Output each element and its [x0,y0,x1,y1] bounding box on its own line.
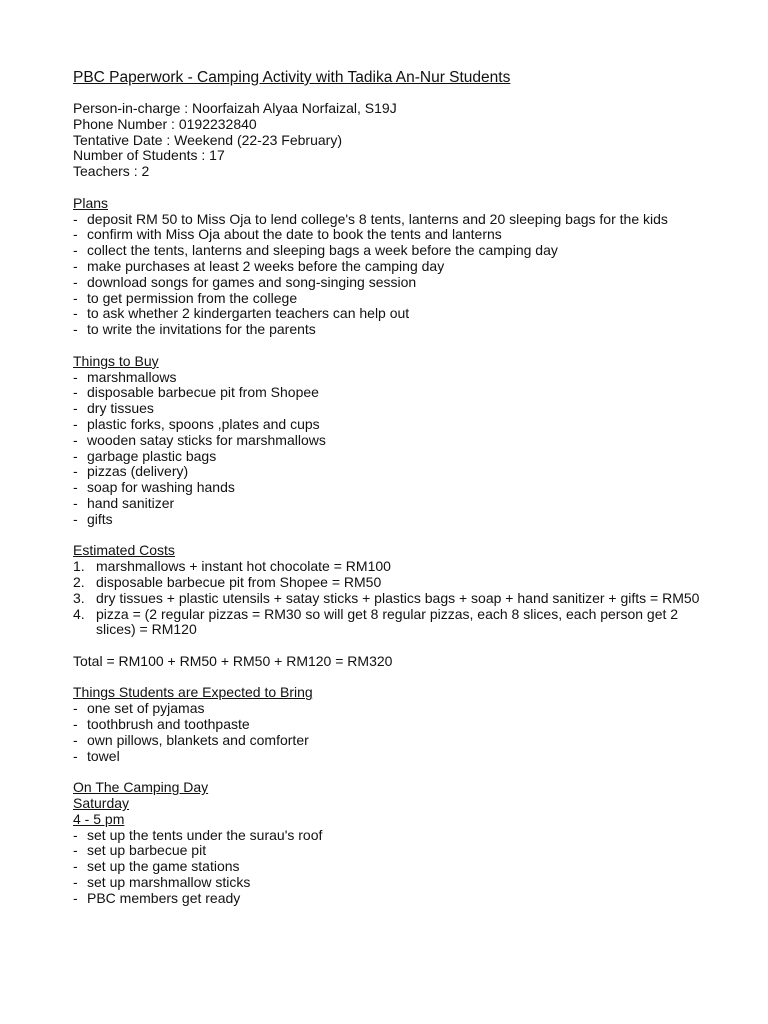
cost-number: 1. [73,558,85,575]
dash-bullet: - [73,431,78,448]
dash-bullet: - [73,858,78,875]
dash-bullet: - [73,447,78,464]
dash-bullet: - [73,242,78,259]
plans-list [73,212,713,338]
list-item [73,275,713,291]
list-item-text: dry tissues [87,400,154,417]
list-item-text: toothbrush and toothpaste [87,716,250,733]
list-item-text: collect the tents, lanterns and sleeping bags a week before the camping day [87,242,558,259]
list-item-text: towel [87,747,120,764]
list-item [73,243,713,259]
info-number-of-students: Number of Students : 17 [73,147,225,164]
list-item-text: wooden satay sticks for marshmallows [87,431,326,448]
list-item [73,370,713,386]
info-tentative-date: Tentative Date : Weekend (22-23 February) [73,131,342,148]
cost-number: 4. [73,605,85,622]
list-item-text: to ask whether 2 kindergarten teachers can help out [87,305,410,322]
cost-item [73,607,713,639]
dash-bullet: - [73,273,78,290]
cost-item [73,591,713,607]
list-item [73,259,713,275]
list-item [73,212,713,228]
camping-heading: On The Camping Day [73,779,209,796]
list-item [73,859,713,875]
list-item [73,843,713,859]
list-item [73,306,713,322]
cost-text: dry tissues + plastic utensils + satay sticks + plastics bags + soap + hand sanitizer + gifts = RM50 [96,589,700,606]
list-item [73,385,713,401]
dash-bullet: - [73,289,78,306]
dash-bullet: - [73,889,78,906]
list-item [73,227,713,243]
plans-section [73,196,713,338]
bring-heading: Things Students are Expected to Bring [73,684,313,701]
costs-list [73,559,713,638]
list-item-text: to write the invitations for the parents [87,321,316,338]
info-phone-number: Phone Number : 0192232840 [73,115,257,132]
list-item [73,464,713,480]
costs-heading: Estimated Costs [73,542,175,559]
camping-time: 4 - 5 pm [73,810,125,827]
cost-text: marshmallows + instant hot chocolate = RM100 [96,558,391,575]
list-item [73,433,713,449]
info-person-in-charge: Person-in-charge : Noorfaizah Alyaa Norfaizal, S19J [73,100,397,116]
dash-bullet: - [73,384,78,401]
list-item [73,512,713,528]
list-item [73,828,713,844]
dash-bullet: - [73,210,78,227]
list-item-text: set up the game stations [87,858,240,875]
list-item-text: set up barbecue pit [87,842,207,859]
dash-bullet: - [73,510,78,527]
dash-bullet: - [73,874,78,891]
list-item-text: set up the tents under the surau's roof [87,826,323,843]
dash-bullet: - [73,731,78,748]
cost-text: disposable barbecue pit from Shopee = RM50 [96,573,382,590]
cost-text: pizza = (2 regular pizzas = RM30 so will get 8 regular pizzas, each 8 slices, each person get 2 slices) = RM120 [96,605,679,638]
dash-bullet: - [73,368,78,385]
dash-bullet: - [73,321,78,338]
list-item [73,875,713,891]
bring-section [73,685,713,764]
list-item [73,401,713,417]
list-item-text: own pillows, blankets and comforter [87,731,309,748]
list-item [73,701,713,717]
list-item-text: plastic forks, spoons ,plates and cups [87,415,320,432]
list-item-text: marshmallows [87,368,177,385]
dash-bullet: - [73,826,78,843]
dash-bullet: - [73,463,78,480]
list-item-text: deposit RM 50 to Miss Oja to lend college's 8 tents, lanterns and 20 sleeping bags for the kids [87,210,668,227]
dash-bullet: - [73,479,78,496]
list-item-text: download songs for games and song-singing session [87,273,417,290]
list-item [73,749,713,765]
list-item [73,733,713,749]
dash-bullet: - [73,257,78,274]
costs-total: Total = RM100 + RM50 + RM50 + RM120 = RM320 [73,652,393,669]
list-item-text: disposable barbecue pit from Shopee [87,384,319,401]
list-item [73,480,713,496]
list-item-text: garbage plastic bags [87,447,217,464]
list-item-text: confirm with Miss Oja about the date to book the tents and lanterns [87,226,502,243]
list-item-text: set up marshmallow sticks [87,874,251,891]
bring-list [73,701,713,764]
costs-section [73,543,713,669]
plans-heading: Plans [73,194,109,211]
list-item-text: hand sanitizer [87,494,175,511]
cost-item [73,559,713,575]
document-title: PBC Paperwork - Camping Activity with Tadika An-Nur Students [73,69,511,86]
dash-bullet: - [73,700,78,717]
dash-bullet: - [73,716,78,733]
cost-number: 3. [73,589,85,606]
camping-day: Saturday [73,795,130,812]
dash-bullet: - [73,415,78,432]
dash-bullet: - [73,226,78,243]
list-item-text: pizzas (delivery) [87,463,189,480]
cost-number: 2. [73,573,85,590]
camping-list [73,828,713,907]
document-content [73,69,713,907]
dash-bullet: - [73,400,78,417]
list-item [73,496,713,512]
list-item [73,322,713,338]
dash-bullet: - [73,305,78,322]
list-item [73,717,713,733]
list-item-text: PBC members get ready [87,889,241,906]
list-item-text: soap for washing hands [87,479,235,496]
list-item [73,891,713,907]
list-item [73,417,713,433]
buy-list [73,370,713,528]
camping-section [73,780,713,906]
list-item [73,449,713,465]
list-item-text: make purchases at least 2 weeks before the camping day [87,257,445,274]
list-item-text: one set of pyjamas [87,700,205,717]
dash-bullet: - [73,494,78,511]
dash-bullet: - [73,747,78,764]
list-item-text: to get permission from the college [87,289,298,306]
dash-bullet: - [73,842,78,859]
info-teachers: Teachers : 2 [73,163,150,180]
list-item [73,291,713,307]
buy-heading: Things to Buy [73,352,159,369]
cost-item [73,575,713,591]
list-item-text: gifts [87,510,113,527]
buy-section [73,354,713,528]
info-block [73,101,713,180]
